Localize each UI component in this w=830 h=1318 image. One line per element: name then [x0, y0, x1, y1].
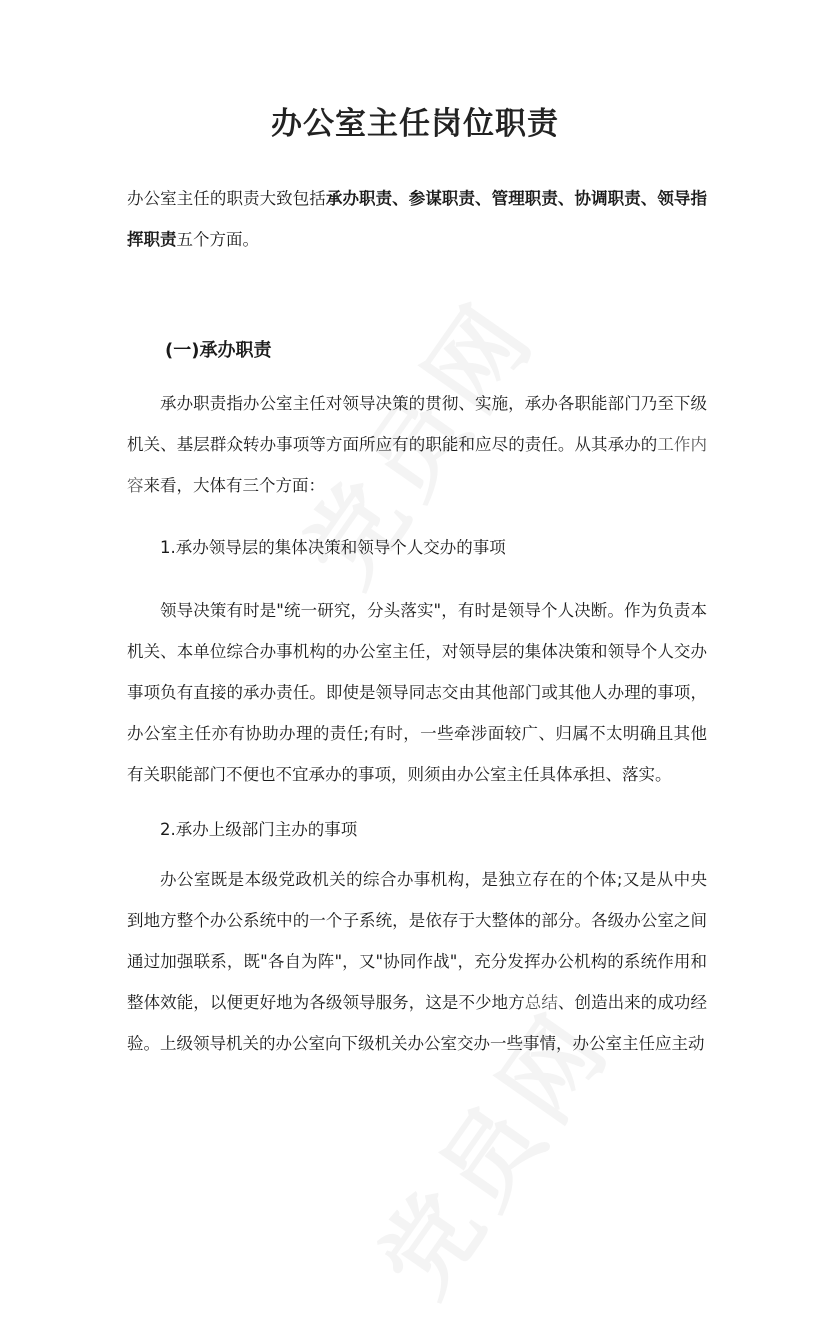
intro-prefix: 办公室主任的职责大致包括	[127, 189, 326, 208]
subheading-1: 1.承办领导层的集体决策和领导个人交办的事项	[160, 538, 506, 557]
intro-suffix: 五个方面。	[176, 230, 259, 249]
p3-text-end: 、创造出来的成功经验。上级领导机关的办公室向下级机关办公室交办一些事情，办公室主任应主动	[127, 993, 708, 1053]
page-title: 办公室主任岗位职责	[271, 106, 559, 142]
section-heading: (一)承办职责	[165, 340, 272, 361]
subheading-2: 2.承办上级部门主办的事项	[160, 820, 358, 839]
p3-text: 办公室既是本级党政机关的综合办事机构，是独立存在的个体;又是从中央到地方整个办公系统中的一个子系统，是依存于大整体的部分。各级办公室之间通过加强联系，既"各自为阵"，又"协同作战"，充分发挥办公机构的系统作用和整体效能，以便更好地为各级领导服务，这是不少地方	[127, 870, 707, 1012]
p1-text: 承办职责指办公室主任对领导决策的贯彻、实施，承办各职能部门乃至下级机关、基层群众转办事项等方面所应有的职能和应尽的责任。从其承办的	[127, 394, 707, 454]
summary-link[interactable]: 总结	[524, 993, 558, 1012]
paragraph-2: 领导决策有时是"统一研究，分头落实"，有时是领导个人决断。作为负责本机关、本单位综合办事机构的办公室主任，对领导层的集体决策和领导个人交办事项负有直接的承办责任。即使是领导同志交由其他部门或其他人办理的事项，办公室主任亦有协助办理的责任;有时，一些牵涉面较广、归属不太明确且其他有关职能部门不便也不宜承办的事项，则须由办公室主任具体承担、落实。	[127, 601, 707, 784]
paragraph-3	[127, 859, 707, 1064]
paragraph-1	[127, 383, 707, 506]
p1-text-end: 来看，大体有三个方面：	[143, 476, 325, 495]
intro-bold: 承办职责、参谋职责、管理职责、协调职责、领导指挥职责	[127, 189, 708, 249]
work-content-link[interactable]: 工作内容	[127, 435, 708, 495]
intro-paragraph	[127, 178, 707, 260]
